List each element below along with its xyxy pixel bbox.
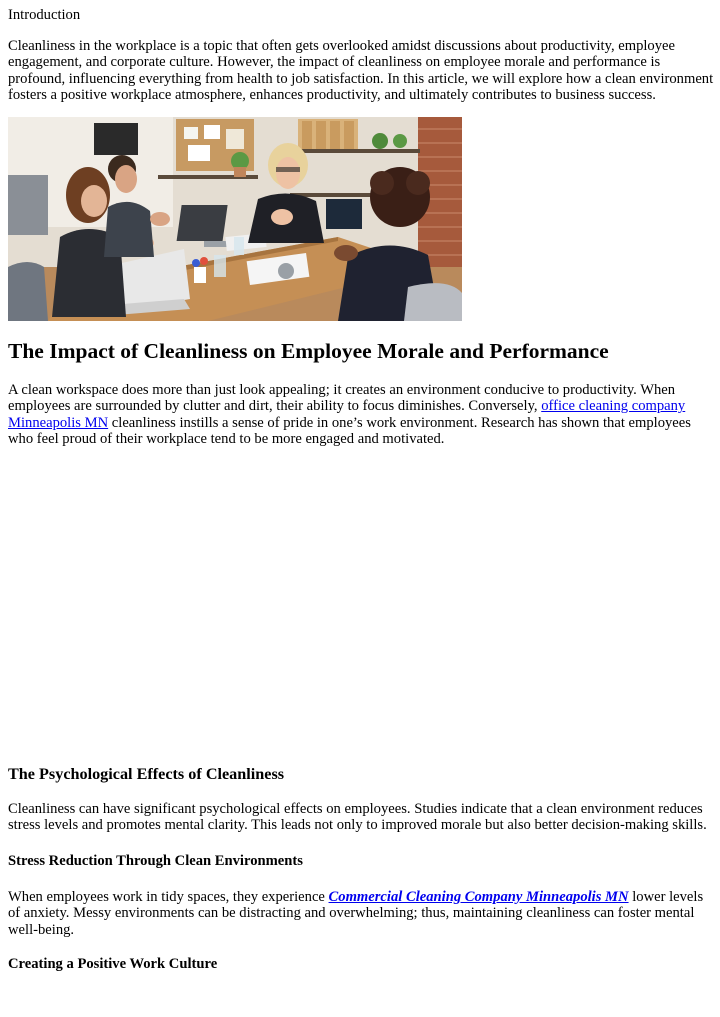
- stress-text-start: When employees work in tidy spaces, they experience: [8, 889, 329, 905]
- stress-heading: Stress Reduction Through Clean Environments: [8, 853, 303, 869]
- commercial-cleaning-link[interactable]: Commercial Cleaning Company Minneapolis MN: [328, 889, 629, 905]
- psychological-heading: The Psychological Effects of Cleanliness: [8, 765, 285, 783]
- stress-text-end: lower levels of anxiety. Messy environments can be distracting and overwhelming; thus, maintaining cleanliness can foster mental well-being.: [8, 889, 704, 938]
- psychological-paragraph: Cleanliness can have significant psychological effects on employees. Studies indicate that a clean environment reduces stress levels and promotes mental clarity. This leads not only to improved morale but also better decision-making skills.: [8, 801, 707, 834]
- office-meeting-illustration: [8, 117, 462, 321]
- impact-text-end: cleanliness instills a sense of pride in one’s work environment. Research has shown that employees who feel proud of their workplace tend to be more engaged and motivated.: [8, 414, 691, 447]
- impact-text-start: A clean workspace does more than just look appealing; it creates an environment conducive to productivity. When employees are surrounded by clutter and dirt, their ability to focus diminishes. Conversely,: [8, 382, 676, 415]
- impact-heading: The Impact of Cleanliness on Employee Morale and Performance: [8, 339, 609, 363]
- impact-paragraph: [8, 382, 714, 447]
- intro-paragraph: Cleanliness in the workplace is a topic that often gets overlooked amidst discussions about productivity, employee engagement, and corporate culture. However, the impact of cleanliness on employee morale and performance is profound, influencing everything from health to job satisfaction. In this article, we will explore how a clean environment fosters a positive workplace atmosphere, enhances productivity, and ultimately contributes to business success.: [8, 38, 714, 103]
- office-meeting-photo: [8, 117, 462, 321]
- stress-paragraph: [8, 889, 714, 938]
- intro-label: Introduction: [8, 7, 81, 23]
- office-cleaning-link[interactable]: office cleaning company Minneapolis MN: [8, 398, 686, 431]
- culture-heading: Creating a Positive Work Culture: [8, 956, 218, 972]
